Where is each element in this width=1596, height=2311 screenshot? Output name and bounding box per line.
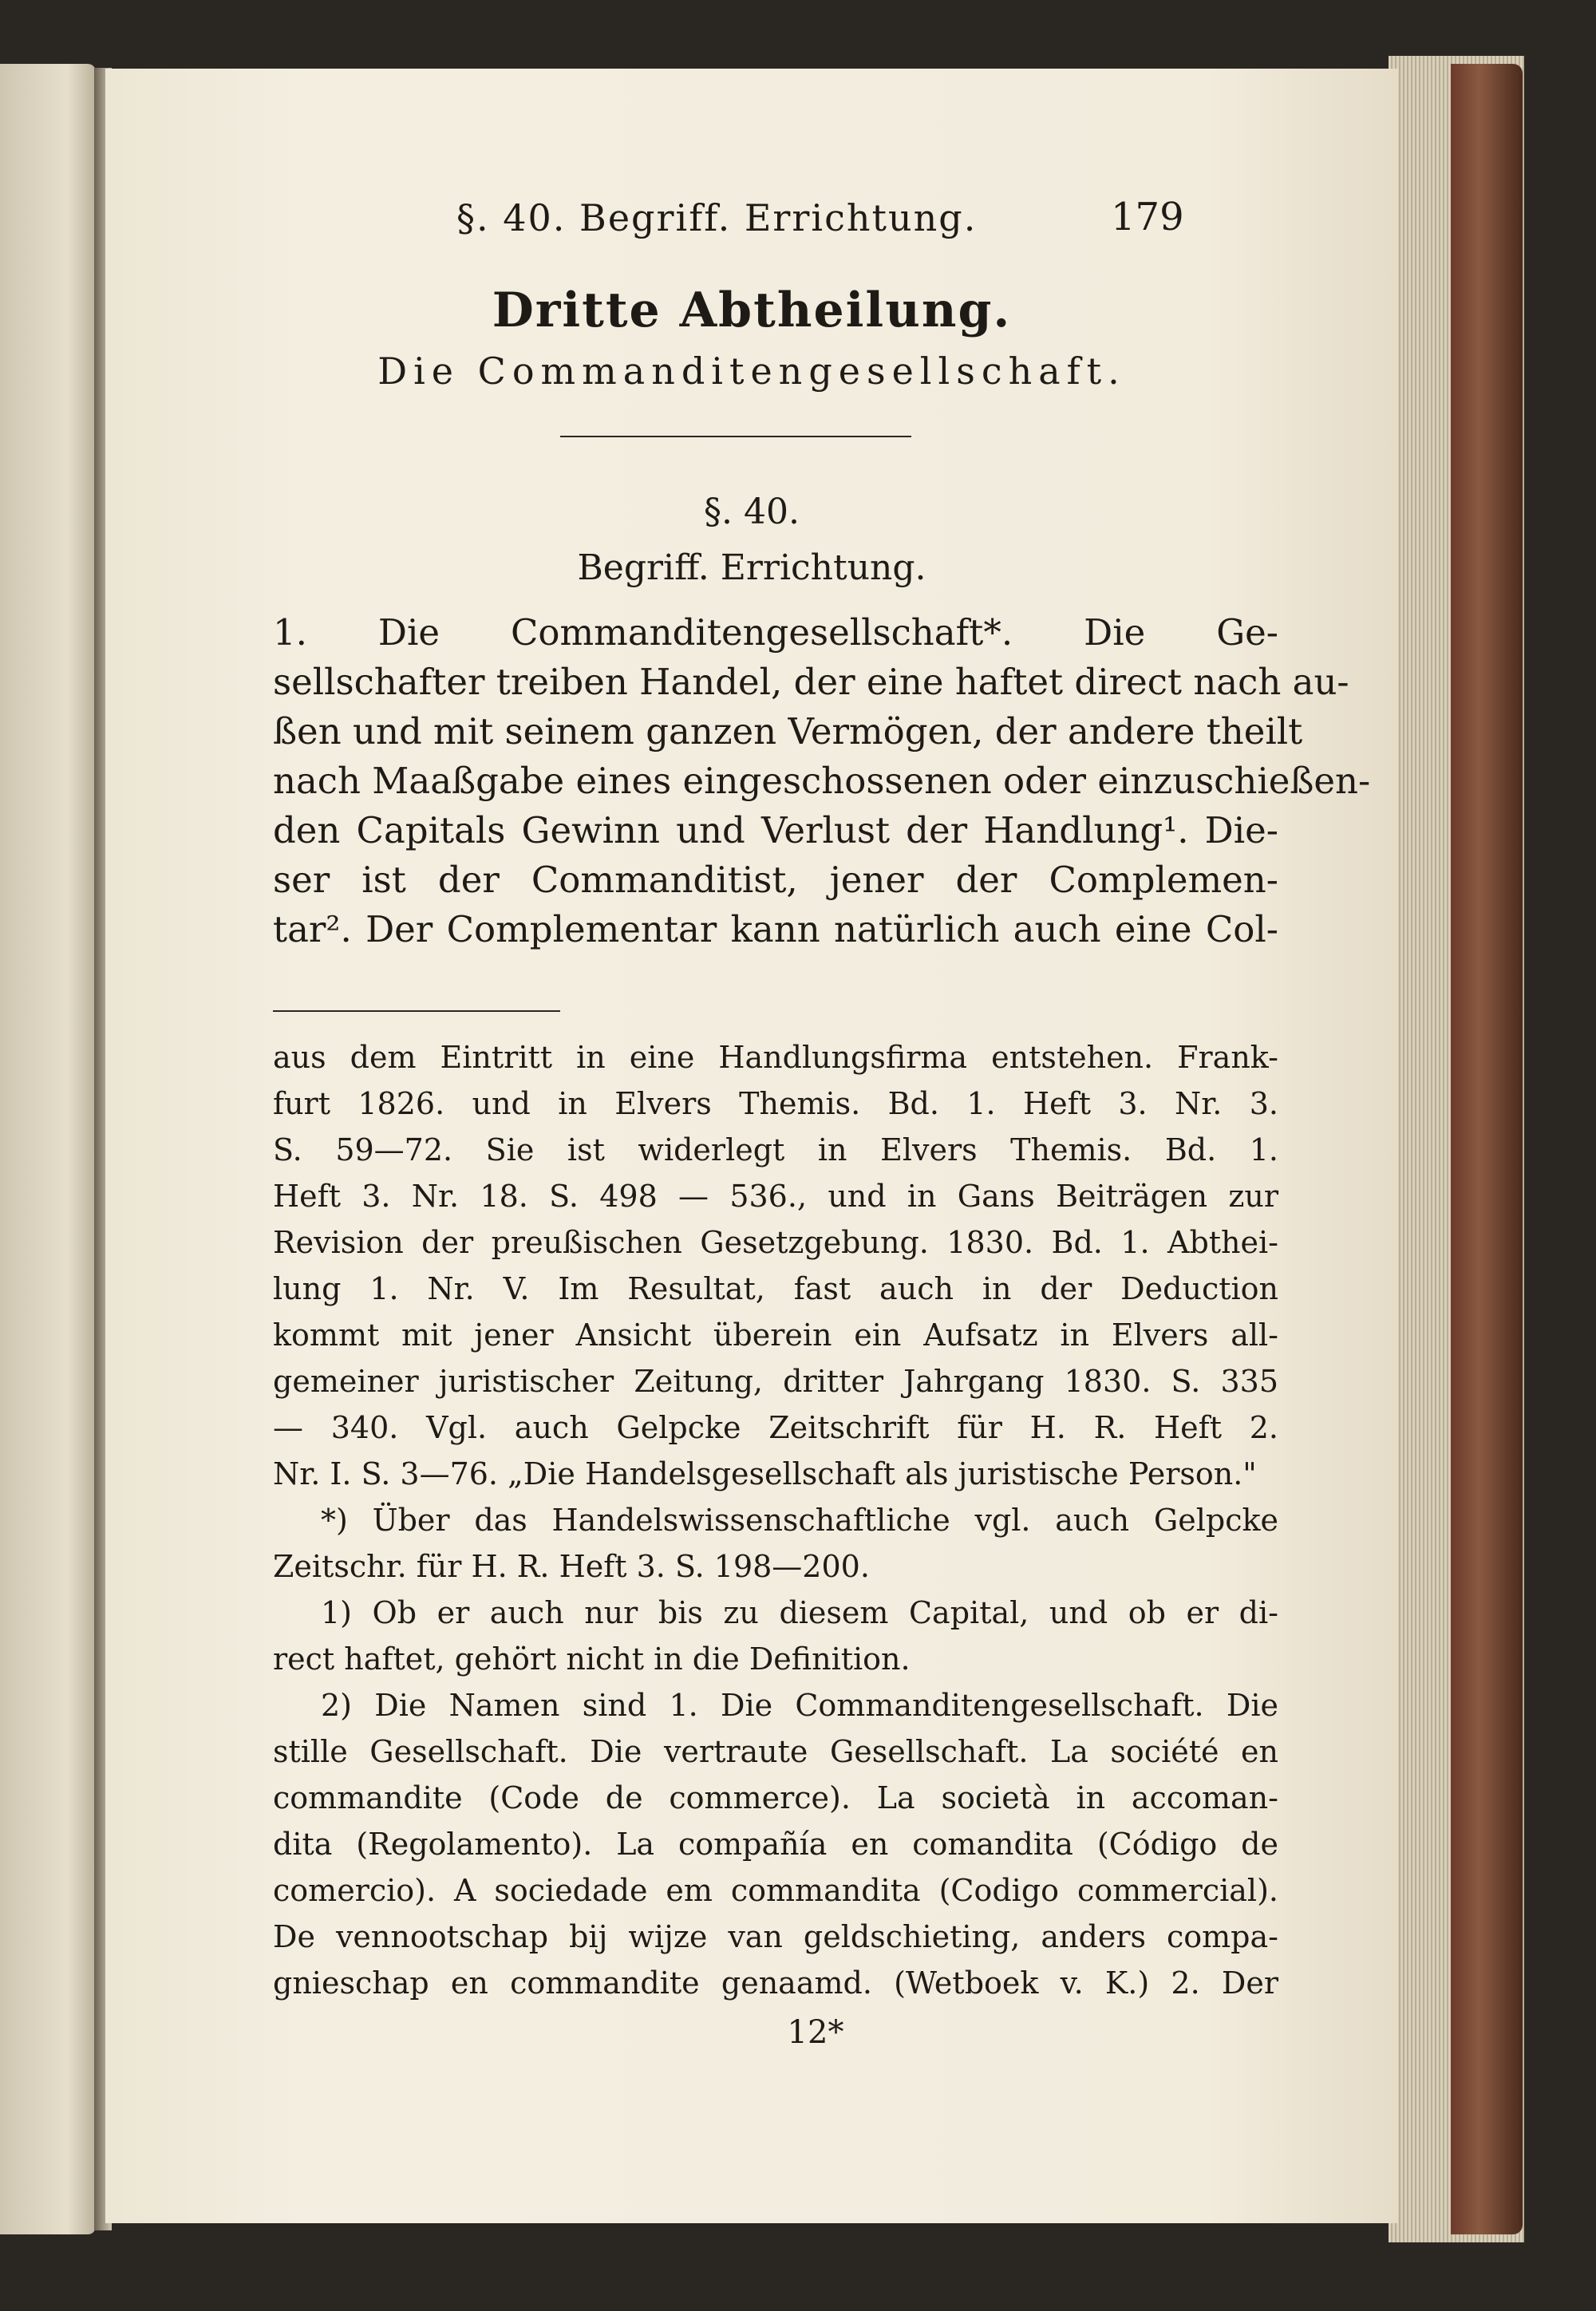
footnote-line: gnieschap en commandite genaamd. (Wetboek v. K.) 2. Der (273, 1965, 1278, 2001)
footnote-line: stille Gesellschaft. Die vertraute Gesellschaft. La société en (273, 1734, 1278, 1769)
paragraph-number: §. 40. (704, 492, 800, 532)
body-line: tar². Der Complementar kann natürlich auch eine Col- (273, 908, 1278, 950)
body-line: ser ist der Commanditist, jener der Complemen- (273, 859, 1278, 901)
footnote-line: furt 1826. und in Elvers Themis. Bd. 1. Heft 3. Nr. 3. (273, 1086, 1278, 1121)
footnote-line: gemeiner juristischer Zeitung, dritter Jahrgang 1830. S. 335 (273, 1364, 1278, 1399)
footnote-line: Heft 3. Nr. 18. S. 498 — 536., und in Gans Beiträgen zur (273, 1179, 1278, 1214)
body-text (273, 608, 1371, 954)
footnote-line: rect haftet, gehört nicht in die Definition. (273, 1641, 911, 1677)
page-number: 179 (1111, 195, 1184, 239)
signature-mark: 12* (787, 2014, 844, 2051)
footnote-line: Nr. I. S. 3—76. „Die Handelsgesellschaft als juristische Person." (273, 1456, 1257, 1491)
footnote-line: S. 59—72. Sie ist widerlegt in Elvers Themis. Bd. 1. (273, 1132, 1278, 1167)
footnote-line: commandite (Code de commerce). La società in accoman- (273, 1780, 1278, 1815)
paragraph-title: Begriff. Errichtung. (577, 547, 926, 588)
footnotes (273, 1034, 1278, 2006)
footnote-line: 2) Die Namen sind 1. Die Commanditengesellschaft. Die (321, 1688, 1278, 1723)
footnote-divider (273, 1010, 560, 1012)
footnote-line: — 340. Vgl. auch Gelpcke Zeitschrift für H. R. Heft 2. (273, 1410, 1278, 1445)
footnote-line: dita (Regolamento). La compañía en comandita (Código de (273, 1827, 1278, 1862)
footnote-line: Revision der preußischen Gesetzgebung. 1830. Bd. 1. Abthei- (273, 1225, 1278, 1260)
body-line: den Capitals Gewinn und Verlust der Handlung¹. Die- (273, 809, 1278, 851)
body-line: 1. Die Commanditengesellschaft*. Die Ge- (273, 611, 1278, 654)
left-page-edge (0, 64, 96, 2234)
footnote-line: lung 1. Nr. V. Im Resultat, fast auch in der Deduction (273, 1271, 1278, 1306)
body-line: ßen und mit seinem ganzen Vermögen, der andere theilt (273, 710, 1303, 753)
footnote-line: Zeitschr. für H. R. Heft 3. S. 198—200. (273, 1549, 870, 1584)
footnote-line: comercio). A sociedade em commandita (Codigo commercial). (273, 1873, 1278, 1908)
book-page (105, 69, 1398, 2223)
footnote-line: De vennootschap bij wijze van geldschieting, anders compa- (273, 1919, 1278, 1954)
body-line: sellschafter treiben Handel, der eine haftet direct nach au- (273, 661, 1349, 703)
footnote-line: 1) Ob er auch nur bis zu diesem Capital, und ob er di- (321, 1595, 1278, 1630)
book-cover-edge (1451, 64, 1523, 2234)
section-subtitle: Die Commanditengesellschaft. (377, 350, 1126, 393)
title-divider (560, 436, 911, 437)
footnote-line: *) Über das Handelswissenschaftliche vgl. auch Gelpcke (321, 1503, 1278, 1538)
section-title: Dritte Abtheilung. (492, 282, 1012, 338)
running-header: §. 40. Begriff. Errichtung. (456, 196, 978, 239)
footnote-line: kommt mit jener Ansicht überein ein Aufsatz in Elvers all- (273, 1317, 1278, 1353)
body-line: nach Maaßgabe eines eingeschossenen oder einzuschießen- (273, 760, 1371, 802)
footnote-line: aus dem Eintritt in eine Handlungsfirma entstehen. Frank- (273, 1040, 1278, 1075)
